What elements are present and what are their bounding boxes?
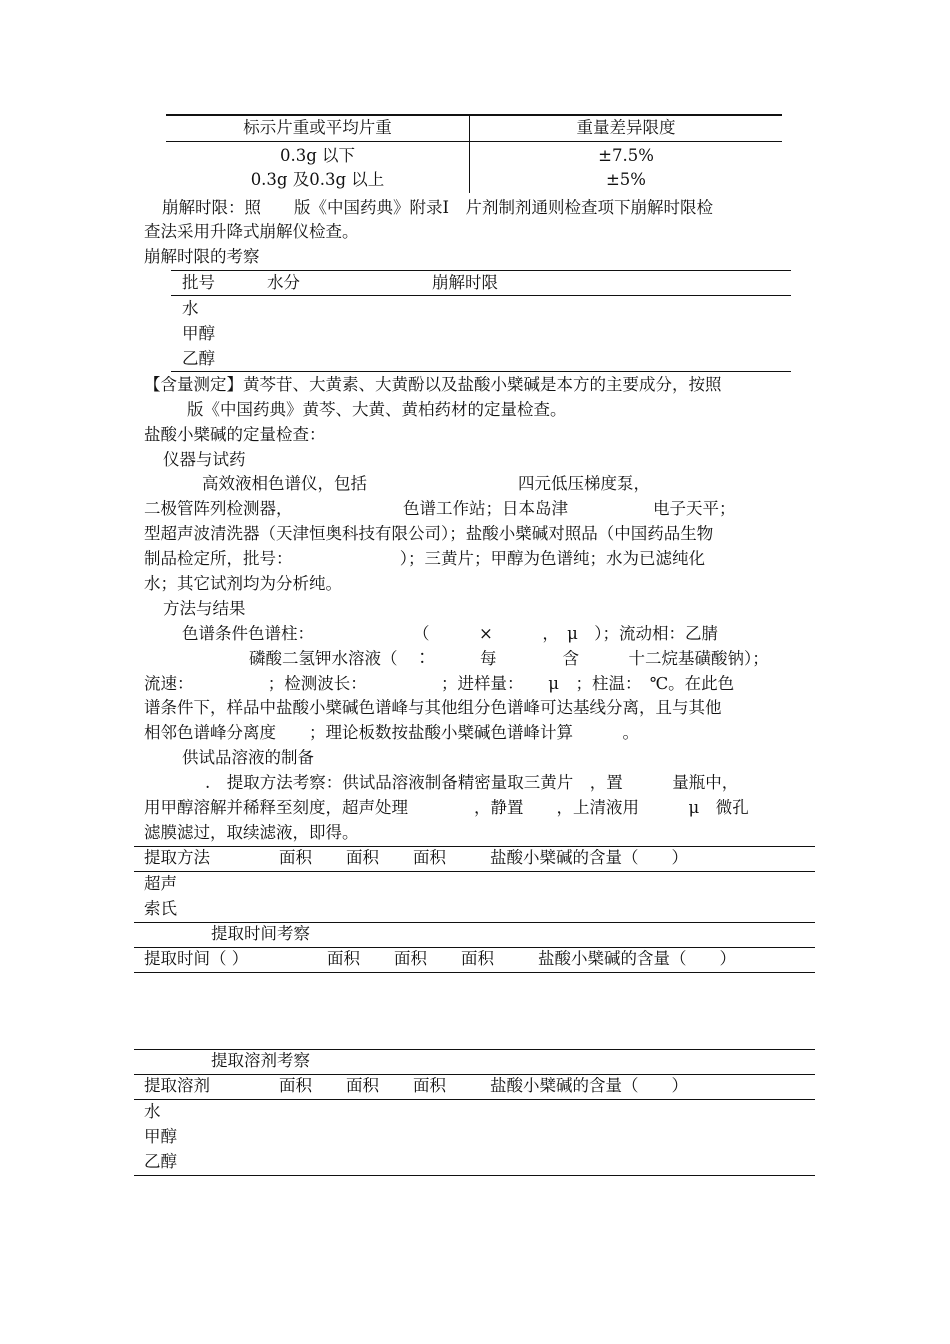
disintegration-table-top-rule <box>171 270 791 271</box>
method-table-header-area-2: 面积 <box>346 848 379 867</box>
weight-table-row2-col1: 0.3g 及0.3g 以上 <box>250 170 385 189</box>
weight-table-header-col1: 标示片重或平均片重 <box>243 118 392 137</box>
instruments-line-5: 水；其它试剂均为分析纯。 <box>144 574 342 593</box>
weight-table-header-rule <box>166 141 782 142</box>
time-table-title: 提取时间考察 <box>211 924 310 943</box>
weight-table-row1-col1: 0.3g 以下 <box>279 146 356 165</box>
assay-line-1: 【含量测定】黄芩苷、大黄素、大黄酚以及盐酸小檗碱是本方的主要成分，按照 <box>144 375 722 394</box>
berberine-title: 盐酸小檗碱的定量检查： <box>144 425 326 444</box>
time-table-header-area-3: 面积 <box>461 949 494 968</box>
prep-line-3: 滤膜滤过，取续滤液，即得。 <box>144 823 359 842</box>
method-table-header-area-3: 面积 <box>413 848 446 867</box>
time-table-header-area-2: 面积 <box>394 949 427 968</box>
solvent-table-row-water: 水 <box>144 1102 161 1121</box>
chrom-line-1: 色谱条件色谱柱： （ × ， μ ）；流动相：乙腈 <box>182 624 719 643</box>
method-table-header-method: 提取方法 <box>144 848 210 867</box>
method-table-header-rule <box>134 871 815 872</box>
assay-line-2: 版《中国药典》黄芩、大黄、黄柏药材的定量检查。 <box>187 400 567 419</box>
solvent-table-header-area-1: 面积 <box>279 1076 312 1095</box>
method-table-header-content: 盐酸小檗碱的含量（ ） <box>490 848 688 867</box>
disintegration-table-bottom-rule <box>171 371 791 372</box>
chrom-line-2: 磷酸二氢钾水溶液（ ∶ 每 含 十二烷基磺酸钠）； <box>249 649 769 668</box>
instruments-line-1b: 四元低压梯度泵， <box>518 474 650 493</box>
time-table-header-rule <box>134 972 815 973</box>
time-table-header-time: 提取时间（ ） <box>144 949 249 968</box>
instruments-line-2c: 电子天平； <box>653 499 736 518</box>
solvent-table-title: 提取溶剂考察 <box>211 1051 310 1070</box>
solvent-table-header-solvent: 提取溶剂 <box>144 1076 210 1095</box>
disintegration-header-batch: 批号 <box>182 273 215 292</box>
chrom-line-4: 谱条件下，样品中盐酸小檗碱色谱峰与其他组分色谱峰可达基线分离，且与其他 <box>144 698 722 717</box>
time-table-header-area-1: 面积 <box>327 949 360 968</box>
instruments-line-3: 型超声波清洗器（天津恒奥科技有限公司）；盐酸小檗碱对照品（中国药品生物 <box>144 524 714 543</box>
weight-table-top-rule <box>166 114 782 116</box>
solvent-table-bottom-rule <box>134 1175 815 1176</box>
solvent-table-header-area-3: 面积 <box>413 1076 446 1095</box>
solvent-table-row-ethanol: 乙醇 <box>144 1152 177 1171</box>
weight-table-row2-col2: ±5% <box>605 170 646 189</box>
instruments-line-2b: 色谱工作站；日本岛津 <box>403 499 568 518</box>
method-table-row-soxhlet: 索氏 <box>144 899 177 918</box>
weight-table-row1-col2: ±7.5% <box>598 146 654 165</box>
disintegration-header-time: 崩解时限 <box>432 273 498 292</box>
time-table-header-content: 盐酸小檗碱的含量（ ） <box>538 949 736 968</box>
disintegration-row-ethanol: 乙醇 <box>182 349 215 368</box>
instruments-line-2a: 二极管阵列检测器， <box>144 499 293 518</box>
solvent-table-header-rule <box>134 1099 815 1100</box>
weight-table-header-col2: 重量差异限度 <box>576 118 676 137</box>
disintegration-subtitle: 崩解时限的考察 <box>144 247 260 266</box>
method-table-top-rule <box>134 846 815 847</box>
instruments-line-4: 制品检定所，批号： ）；三黄片；甲醇为色谱纯；水为已滤纯化 <box>144 549 705 568</box>
method-title: 方法与结果 <box>163 599 246 618</box>
solvent-table-title-rule <box>134 1074 815 1075</box>
prep-line-1: . 提取方法考察：供试品溶液制备精密量取三黄片 ，置 量瓶中， <box>205 773 739 792</box>
instruments-title: 仪器与试药 <box>163 450 246 469</box>
method-table-row-ultrasonic: 超声 <box>144 874 177 893</box>
solvent-table-header-content: 盐酸小檗碱的含量（ ） <box>490 1076 688 1095</box>
prep-line-2: 用甲醇溶解并稀释至刻度，超声处理 ，静置 ，上清液用 μ 微孔 <box>144 798 749 817</box>
chrom-line-3: 流速： ；检测波长： ；进样量： μ ；柱温： ℃。在此色 <box>144 674 735 693</box>
disintegration-header-moisture: 水分 <box>267 273 300 292</box>
disintegration-line-2: 查法采用升降式崩解仪检查。 <box>144 222 359 241</box>
disintegration-row-methanol: 甲醇 <box>182 324 215 343</box>
prep-title: 供试品溶液的制备 <box>182 748 314 767</box>
method-table-header-area-1: 面积 <box>279 848 312 867</box>
disintegration-table-header-rule <box>171 295 791 296</box>
disintegration-row-water: 水 <box>182 299 199 318</box>
solvent-table-row-methanol: 甲醇 <box>144 1127 177 1146</box>
instruments-line-1a: 高效液相色谱仪，包括 <box>202 474 367 493</box>
solvent-table-header-area-2: 面积 <box>346 1076 379 1095</box>
chrom-line-5: 相邻色谱峰分离度 ；理论板数按盐酸小檗碱色谱峰计算 。 <box>144 723 639 742</box>
disintegration-line-1: 崩解时限：照 版《中国药典》附录Ⅰ 片剂制剂通则检查项下崩解时限检 <box>162 198 714 217</box>
